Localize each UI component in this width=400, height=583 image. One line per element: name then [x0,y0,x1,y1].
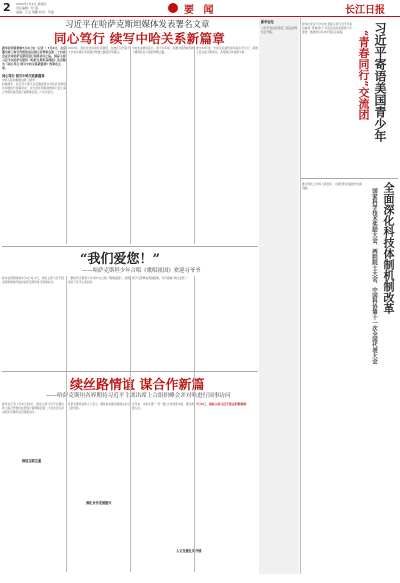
masthead [0,0,400,17]
top-story-kicker: 习近平在哈萨克斯坦媒体发表署名文章 [65,20,210,30]
top-story-subhead: 同心笃行 续写中哈关系新篇章 [2,73,45,78]
top-story-paragraph: 建交32年来，中哈关系始终保持高水平运行，两国人民友谊不断深化，各领域合作成果丰硕。 [196,46,258,55]
photo-caption: 7月2日，国家主席习近平抵达阿斯塔纳 [196,402,247,406]
sidebar-column [259,18,299,574]
story-2-paragraph: 一群哈萨克斯坦少年用中文合唱《歌唱祖国》，热情欢迎习近平主席到访。 [68,276,130,285]
section-divider [2,246,258,247]
newspaper-logo: 长江日报 [345,5,385,16]
story-3-subtitle: ——哈萨克斯坦各界期待习近平主席出席上合组织峰会并对哈进行国事访问 [46,393,231,399]
story-2-paragraph: 新华社阿斯塔纳7月2日电 2日，国家主席习近平抵达阿斯塔纳开始对哈萨克斯坦进行国事访问。 [2,276,64,285]
story-3-box-title: 深化合作发展振兴 [86,501,112,505]
top-story-paragraph: 时隔两年，我应托卡耶夫总统邀请再次对哈萨克斯坦共和国进行国事访问，并出席在阿斯塔纳举行的上海合作组织成员国元首理事会第二十四次会议。 [2,81,66,94]
section-divider [300,178,398,179]
column-divider [130,46,131,244]
masthead-info-line: 责任编辑：纪 春 [16,6,38,10]
masthead-info-line: 2024年7月4日 星期四 [16,2,47,6]
story-3-paragraph: 哈萨克斯坦各界人士表示，期待此访推动两国关系迈上新台阶。 [68,402,130,411]
story-3-box-title: 推进互联互通 [22,459,42,463]
right-story-1-title: 习近平寄语美国青少年 [373,22,387,142]
story-3-paragraph: 近年来，中哈共建“一带一路”合作成果丰硕，惠及两国人民。 [132,402,194,411]
page-number: 2 [3,1,11,14]
section-dot-icon [168,3,178,13]
story-3-box-title: 人文交流扎实开展 [176,549,202,553]
right-story-2-subtitle: 国家科学技术奖励大会、两院院士大会、中国科协第十一次全国代表大会 [371,188,377,364]
story-3-title: 续丝路情谊 谋合作新篇 [70,378,205,393]
top-story-paragraph: 2013年，我首次访问哈萨克斯坦，在纳扎尔巴耶夫大学首次提出共同建设丝绸之路经济带倡议。 [68,46,130,55]
section-title: 要 闻 [184,5,217,16]
top-story-lede: 新华社阿斯塔纳7月2日电（记者 ）7月2日，在应邀出席上海合作组织成员国元首理事会第二十四次会议并对哈萨克斯坦进行国事访问之际，国家主席习近平在哈萨克斯坦《哈萨克斯坦真理报》发表题为《同心笃行 续写中哈关系新篇章》的署名文章。 [2,46,66,71]
story-3-sidebar [196,402,258,572]
column-divider [194,46,195,244]
column-divider [66,46,67,244]
top-story-paragraph: 中哈友谊源远流长。两千多年前，张骞出使西域开辟了横贯欧亚大陆的丝绸之路。 [132,46,194,55]
column-divider [300,18,301,574]
column-divider [130,276,131,572]
sidebar-text: 习近平致信祝贺第三届亚欧博览会开幕。 [261,26,297,35]
right-story-1-body: 新华社北京7月3日电 国家主席习近平日前给参加“青春同行”交流活动的美国青少年寄语，勉励他们多来中国走走看看。 [302,22,352,35]
sidebar-title: 新华社电 [261,20,274,24]
column-divider [66,276,67,572]
masthead-info-line: 美编：王文 胡鹏 校对：苏振 [16,10,54,14]
story-2-paragraph: 孩子们挥舞着两国国旗，齐声高喊“我们爱您！” [132,276,189,280]
right-story-1-subtitle: “青春同行”交流团 [357,30,370,120]
right-story-2-title: 全面深化科技体制机制改革 [382,182,395,314]
right-story-2-body: 推动科技工作再上新台阶，为建设科技强国作出新贡献。 [302,182,362,191]
top-story-byline: 中华人民共和国主席 习近平 [2,77,36,82]
story-3-paragraph: 新华社记者 7月2日至6日，国家主席习近平应邀出席上海合作组织成员国元首理事会第二十四次会议并对哈萨克斯坦进行国事访问。 [2,402,64,415]
column-divider [194,276,195,572]
story-2-subtitle: ——哈萨克斯坦少年合唱《歌唱祖国》欢迎习爷爷 [82,268,201,274]
top-story-headline: 同心笃行 续写中哈关系新篇章 [54,31,226,46]
top-story-column-1 [2,46,66,246]
story-2-title: “我们爱您！” [80,252,160,267]
masthead-info [16,2,54,14]
